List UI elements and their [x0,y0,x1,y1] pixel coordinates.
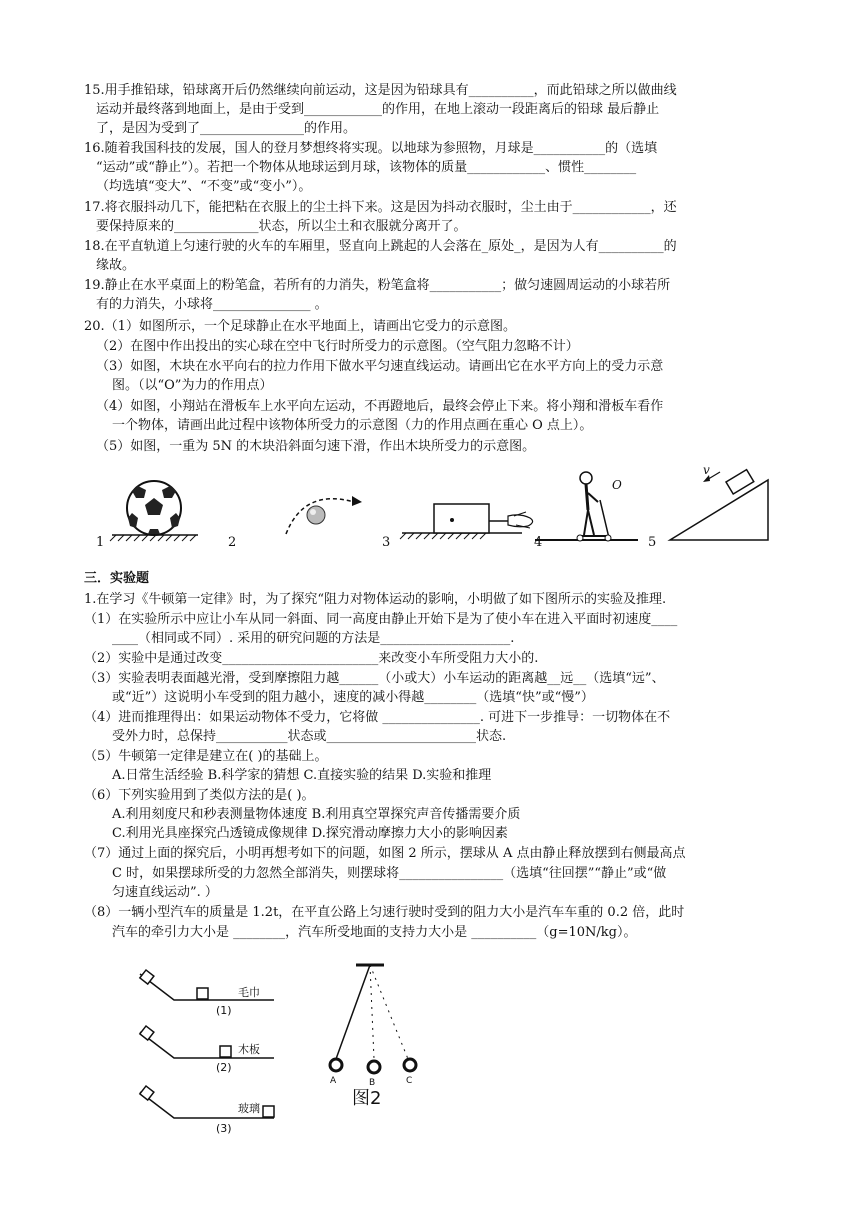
fig-label-1: 1 [96,535,105,550]
q16-line1: 16.随着我国科技的发展，国人的登月梦想终将实现。以地球为参照物，月球是___________的（选填 [84,141,658,156]
ramp-number-1: (1) [216,1004,232,1017]
e1-line14: （7）通过上面的探究后，小明再想考如下的问题，如图 2 所示，摆球从 A 点由静止释放摆到右侧最高点 [84,846,686,861]
q20-line5: （4）如图，小翔站在滑板车上水平向左运动，不再蹬地后，最终会停止下来。将小翔和滑板车看作 [96,399,664,414]
q20-line6: 一个物体，请画出此过程中该物体所受力的示意图（力的作用点画在重心 O 点上）。 [112,418,593,433]
e1-line5: （3）实验表明表面越光滑，受到摩擦阻力越______（小或大）小车运动的距离越__远__（选填“远”、 [84,671,665,686]
pendulum-figure [318,955,428,1085]
q20-line7: （5）如图，一重为 5N 的木块沿斜面匀速下滑，作出木块所受力的示意图。 [96,439,536,454]
q20-line2: （2）在图中作出投出的实心球在空中飞行时所受力的示意图。（空气阻力忽略不计） [96,339,579,354]
q19-line1: 19.静止在水平桌面上的粉笔盒，若所有的力消失，粉笔盒将___________；做匀速圆周运动的小球若所 [84,278,671,293]
surface-label-1: 毛巾 [238,986,260,999]
e1-line2: （1）在实验所示中应让小车从同一斜面、同一高度由静止开始下是为了使小车在进入平面时初速度____ [84,612,678,627]
e1-line15: C 时，如果摆球所受的力忽然全部消失，则摆球将________________（选填“往回摆”“静止”或“做 [112,866,667,881]
soccer-ball-figure [110,481,198,541]
v-label: v [703,463,710,477]
point-a-label: A [330,1076,337,1086]
ramp-figures [130,960,300,1130]
q16-line2: “运动”或“静止”）。若把一个物体从地球运到月球，该物体的质量____________、惯性________ [96,160,637,175]
e1-line16: 匀速直线运动”. ） [112,885,218,900]
e1-line6: 或“近”）这说明小车受到的阻力越小，速度的减小得越________（选填“快”或“慢”） [112,690,594,705]
q18-line2: 缘故。 [96,258,136,273]
e1-line13: C.利用光具座探究凸透镜成像规律 D.探究滑动摩擦力大小的影响因素 [112,826,508,841]
q20-line3: （3）如图，木块在水平向右的拉力作用下做水平匀速直线运动。请画出它在水平方向上的受力示意 [96,359,664,374]
q15-line1: 15.用手推铅球，铅球离开后仍然继续向前运动，这是因为铅球具有__________，而此铅球之所以做曲线 [84,83,677,98]
q17-line1: 17.将衣服抖动几下，能把粘在衣服上的尘土抖下来。这是因为抖动衣服时，尘土由于____________，还 [84,200,677,215]
e1-line18: 汽车的牵引力大小是 ________，汽车所受地面的支持力大小是 __________（g=10N/kg）。 [112,925,637,940]
e1-line3: ____（相同或不同）. 采用的研究问题的方法是____________________. [112,631,515,646]
q20-line4: 图。（以“O”为力的作用点） [112,378,273,393]
q15-line2: 运动并最终落到地面上，是由于受到____________的作用，在地上滚动一段距离后的铅球 最后静止 [96,102,660,117]
q20-figures [90,458,780,554]
e1-line1: 1.在学习《牛顿第一定律》时，为了探究“阻力对物体运动的影响，小明做了如下图所示的实验及推理. [84,592,667,607]
scooter-figure [535,472,638,541]
e1-line10: A.日常生活经验 B.科学家的猜想 C.直接实验的结果 D.实验和推理 [112,768,492,783]
q20-line1: 20.（1）如图所示，一个足球静止在水平地面上，请画出它受力的示意图。 [84,319,516,334]
fig-label-5: 5 [648,535,657,550]
e1-line4: （2）实验中是通过改变________________________来改变小车所受阻力大小的. [84,651,539,666]
block-pull-figure [400,504,533,539]
ramp-number-3: (3) [216,1122,232,1135]
fig-label-4: 4 [534,535,543,550]
surface-label-3: 玻璃 [238,1102,260,1115]
figure-2-caption: 图2 [352,1088,382,1109]
q16-line3: （均选填“变大”、“不变”或“变小”）。 [96,179,312,194]
section-title: 三．实验题 [84,571,150,586]
e1-line9: （5）牛顿第一定律是建立在( )的基础上。 [84,749,328,764]
fig-label-2: 2 [228,535,237,550]
ramp-number-2: (2) [216,1061,232,1074]
fig-label-3: 3 [382,535,391,550]
surface-label-2: 木板 [238,1043,260,1056]
e1-line11: （6）下列实验用到了类似方法的是( )。 [84,788,315,803]
q19-line2: 有的力消失，小球将_______________ 。 [96,297,328,312]
point-c-label: C [406,1076,413,1086]
thrown-ball-figure [286,496,362,534]
e1-line12: A.利用刻度尺和秒表测量物体速度 B.利用真空罩探究声音传播需要介质 [112,807,521,822]
e1-line8: 受外力时，总保持___________状态或_______________________状态. [112,729,507,744]
point-b-label: B [369,1078,376,1088]
q18-line1: 18.在平直轨道上匀速行驶的火车的车厢里，竖直向上跳起的人会落在_原处_，是因为人有__________的 [84,239,677,254]
e1-line17: （8）一辆小型汽车的质量是 1.2t，在平直公路上匀速行驶时受到的阻力大小是汽车车重的 0.2 倍，此时 [84,905,685,920]
q17-line2: 要保持原来的_____________状态，所以尘土和衣服就分离开了。 [96,219,467,234]
o-label: O [612,478,622,492]
e1-line7: （4）进而推理得出：如果运动物体不受力，它将做 _______________. 可进下一步推导：一切物体在不 [84,710,671,725]
q15-line3: 了，是因为受到了________________的作用。 [96,121,357,136]
incline-figure [670,470,768,540]
